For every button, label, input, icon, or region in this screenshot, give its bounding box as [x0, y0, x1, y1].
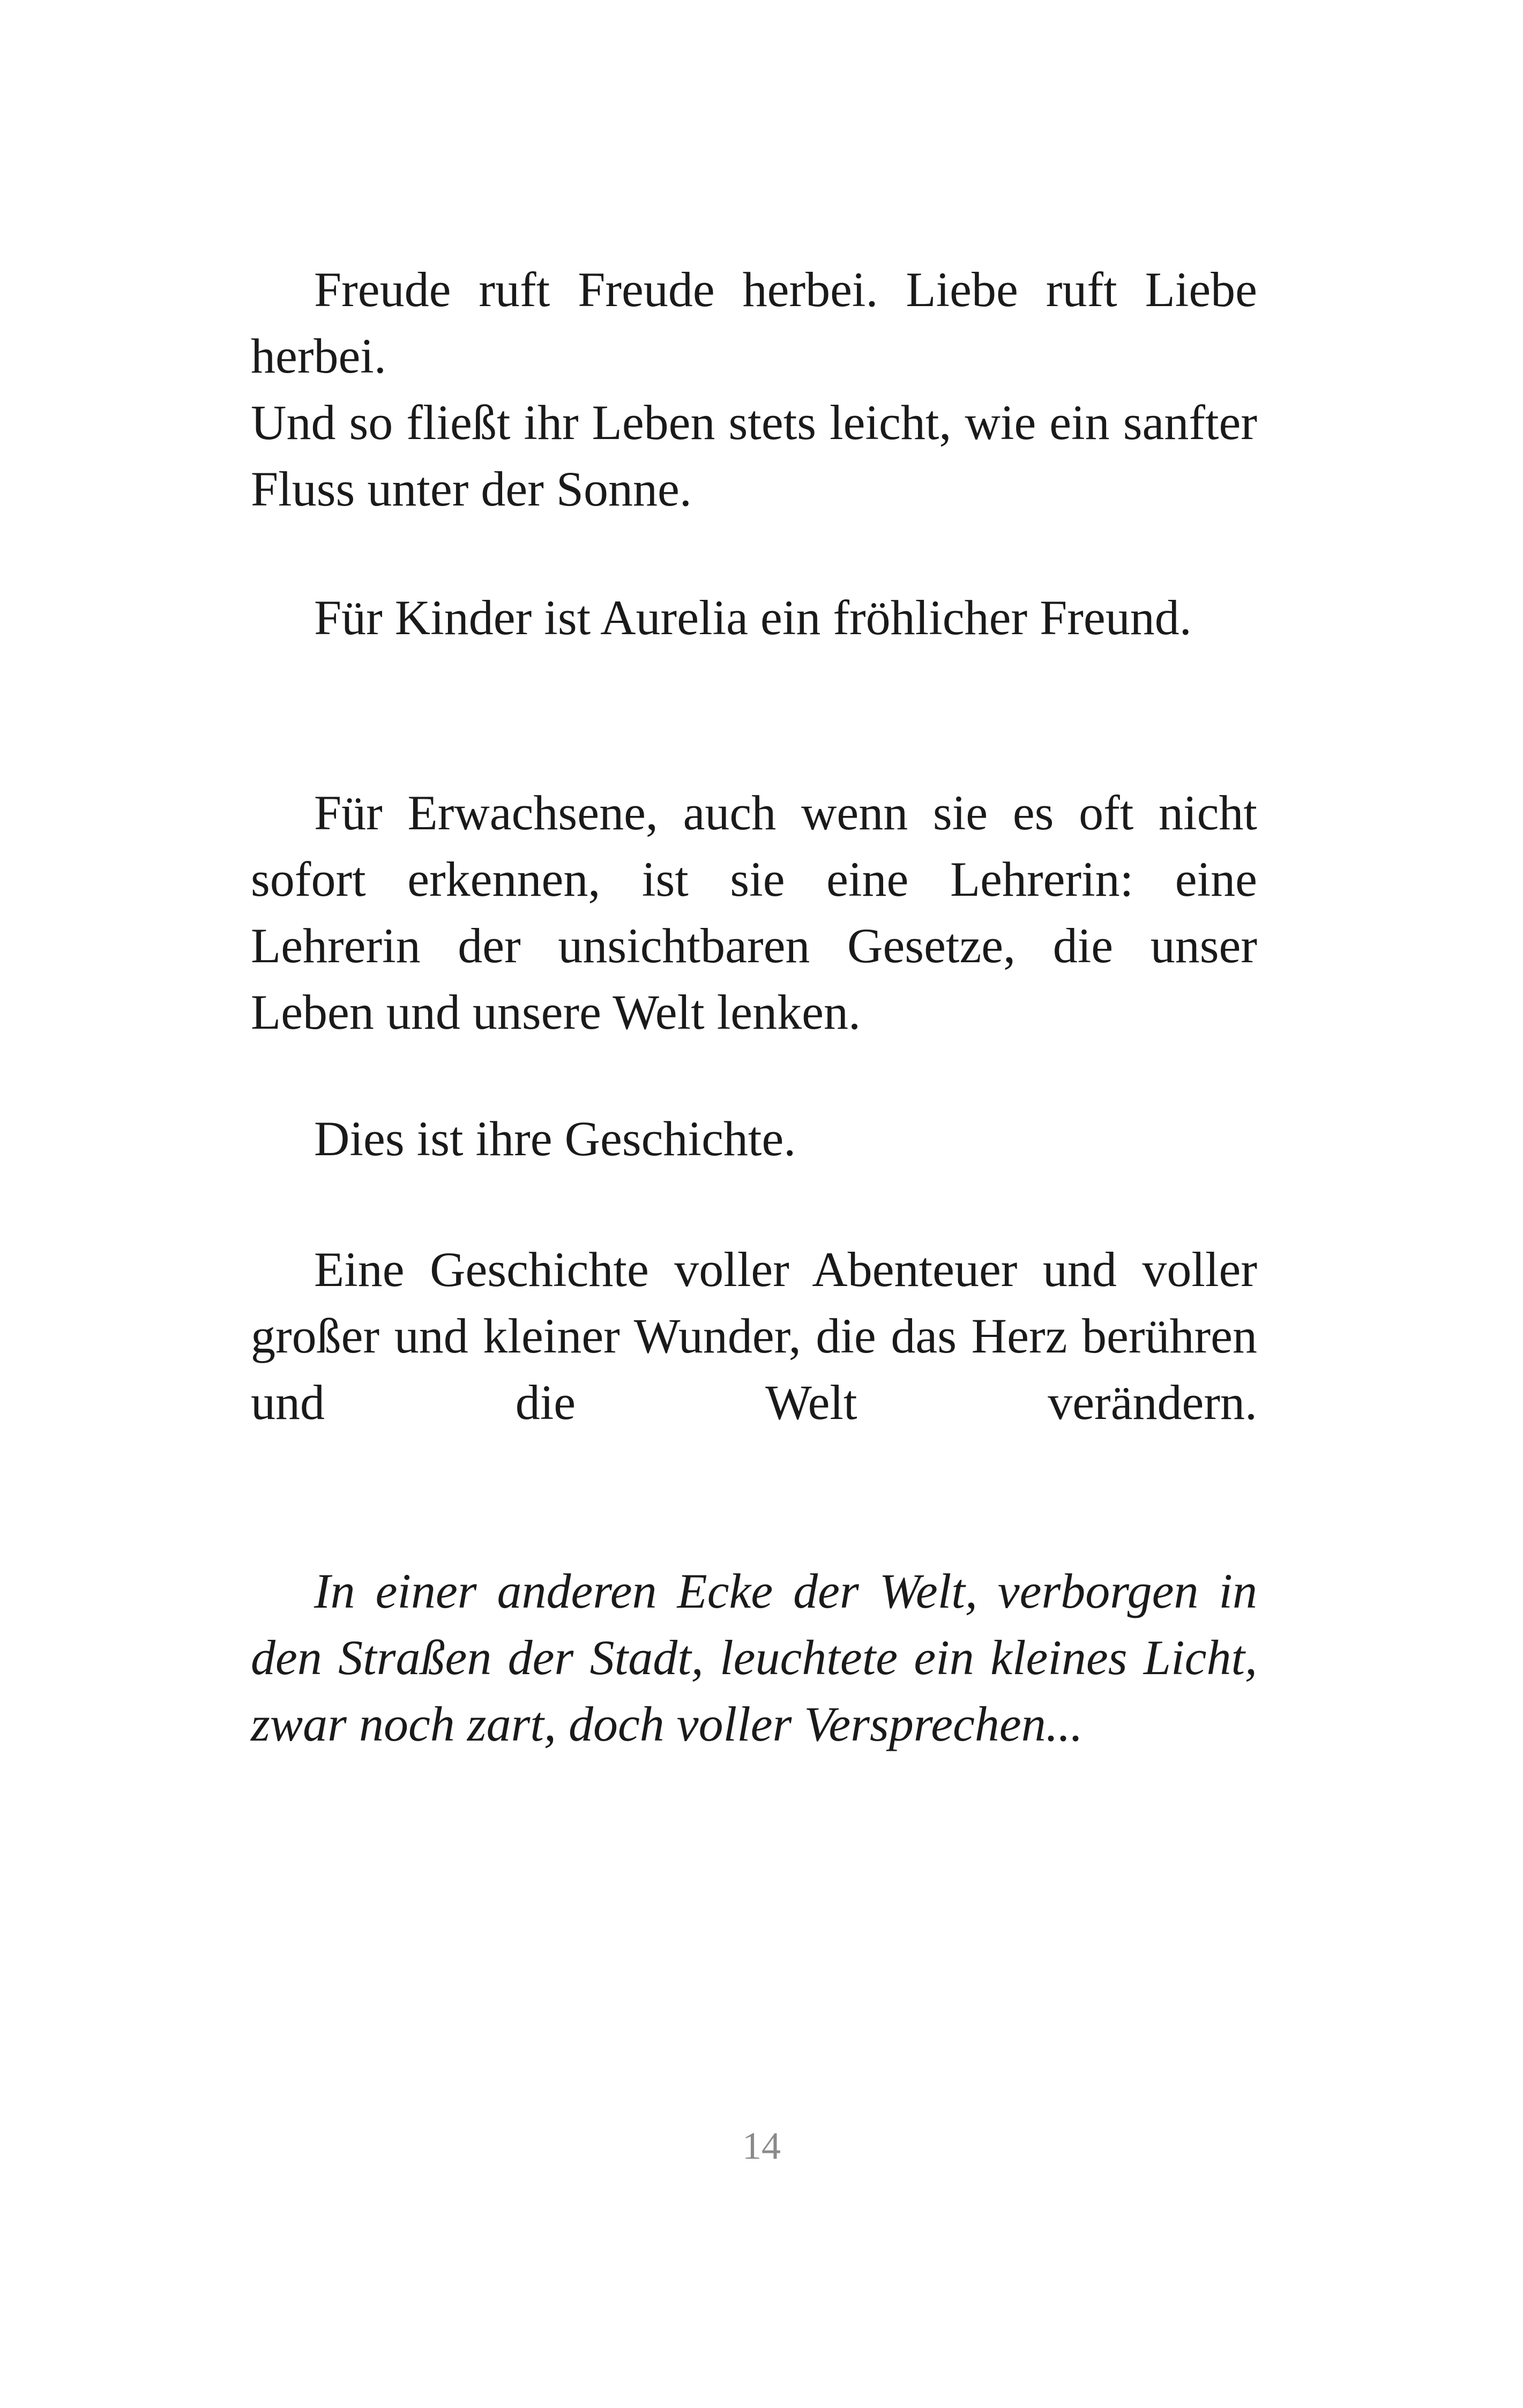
paragraph-group-5	[251, 1236, 1257, 1436]
paragraph-group-1	[251, 256, 1257, 522]
paragraph-group-2	[251, 584, 1257, 651]
paragraph-river: Und so fließt ihr Leben stets leicht, wie ein sanfter Fluss unter der Sonne.	[251, 395, 1257, 516]
paragraph-joy: Freude ruft Freude herbei. Liebe ruft Liebe herbei.	[251, 262, 1257, 383]
paragraph-children: Für Kinder ist Aurelia ein fröhlicher Freund.	[314, 590, 1192, 645]
paragraph-story: Dies ist ihre Geschichte.	[314, 1111, 796, 1166]
page-number: 14	[742, 2124, 781, 2167]
paragraph-adventure: Eine Geschichte voller Abenteuer und voller großer und kleiner Wunder, die das Herz berühren und die Welt verändern.	[251, 1242, 1257, 1430]
paragraph-group-4	[251, 1105, 1257, 1172]
paragraph-adults: Für Erwachsene, auch wenn sie es oft nicht sofort erkennen, ist sie eine Lehrerin: eine Lehrerin der unsichtbaren Gesetze, die unser Leben und unsere Welt lenken.	[251, 785, 1257, 1039]
paragraph-teaser: In einer anderen Ecke der Welt, verborgen in den Straßen der Stadt, leuchtete ein kleines Licht, zwar noch zart, doch voller Versprechen...	[251, 1564, 1257, 1751]
paragraph-group-3	[251, 779, 1257, 1045]
paragraph-group-6	[251, 1558, 1257, 1757]
